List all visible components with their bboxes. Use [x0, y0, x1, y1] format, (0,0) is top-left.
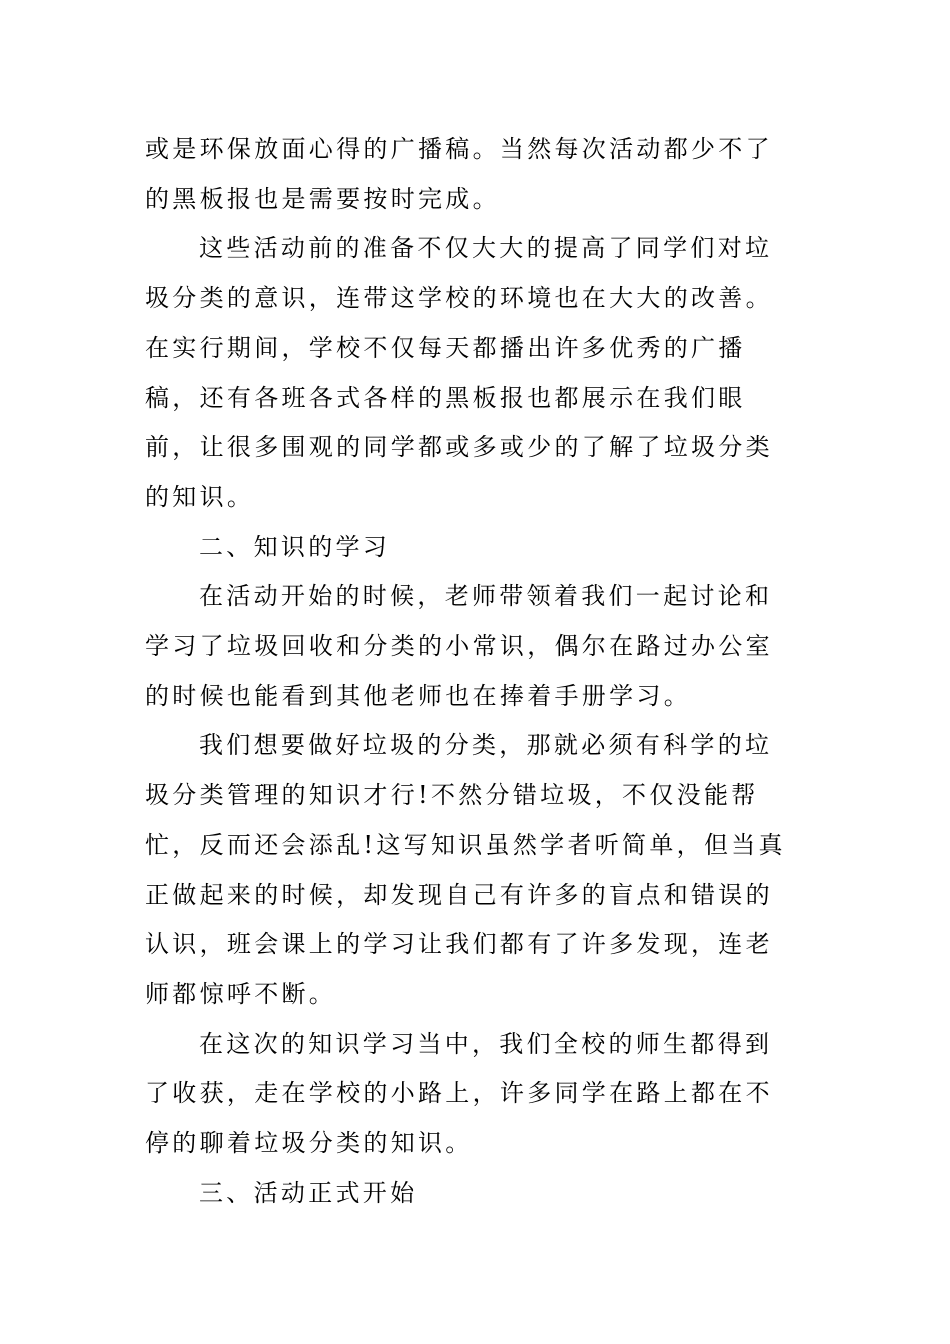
paragraph-4: 我们想要做好垃圾的分类，那就必须有科学的垃圾分类管理的知识才行!不然分错垃圾，不仅没能帮忙，反而还会添乱!这写知识虽然学者听简单，但当真正做起来的时候，却发现自己有许多的盲点和错误的认识，班会课上的学习让我们都有了许多发现，连老师都惊呼不断。: [145, 731, 786, 1008]
paragraph-3: 在活动开始的时候，老师带领着我们一起讨论和学习了垃圾回收和分类的小常识，偶尔在路过办公室的时候也能看到其他老师也在捧着手册学习。: [145, 582, 773, 710]
paragraph-1: 或是环保放面心得的广播稿。当然每次活动都少不了的黑板报也是需要按时完成。: [145, 135, 773, 213]
section-heading-3: 三、活动正式开始: [199, 1178, 418, 1207]
document-body: [145, 125, 795, 1218]
section-heading-2: 二、知识的学习: [199, 532, 391, 561]
paragraph-2: 这些活动前的准备不仅大大的提高了同学们对垃圾分类的意识，连带这学校的环境也在大大的改善。在实行期间，学校不仅每天都播出许多优秀的广播稿，还有各班各式各样的黑板报也都展示在我们眼前，让很多围观的同学都或多或少的了解了垃圾分类的知识。: [145, 234, 773, 511]
paragraph-5: 在这次的知识学习当中，我们全校的师生都得到了收获，走在学校的小路上，许多同学在路上都在不停的聊着垃圾分类的知识。: [145, 1029, 773, 1158]
